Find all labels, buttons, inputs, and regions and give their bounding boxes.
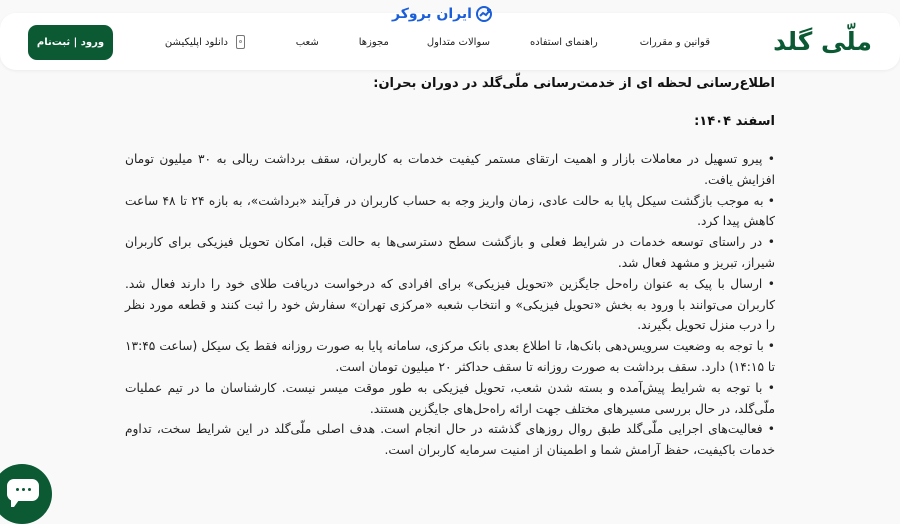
list-item: • در راستای توسعه خدمات در شرایط فعلی و بازگشت سطح دسترسی‌ها به حالت قبل، امکان تحویل فیزیکی برای کاربران شیراز، تبریز و مشهد فعال شد. (125, 235, 775, 270)
main-nav (296, 37, 710, 48)
nav-branches[interactable]: شعب (295, 37, 319, 48)
list-item: • به موجب بازگشت سیکل پایا به حالت عادی، زمان واریز وجه به حساب کاربران در فرآیند «برداشت»، به بازه ۲۴ تا ۴۸ ساعت کاهش پیدا کرد. (125, 193, 775, 229)
announcement-title: اطلاع‌رسانی لحظه ای از خدمت‌رسانی ملّی‌گلد در دوران بحران: (373, 76, 775, 91)
announcement-list (125, 149, 775, 461)
app-download-link[interactable] (165, 35, 245, 49)
phone-icon (236, 35, 245, 49)
nav-faq[interactable]: سوالات متداول (426, 37, 490, 48)
list-item: • با توجه به شرایط پیش‌آمده و بسته شدن شعب، تحویل فیزیکی به طور موقت میسر نیست. کارشناسان ما در تیم عملیات ملّی‌گلد، در حال بررسی مسیرهای مختلف جهت ارائه راه‌حل‌های جایگزین هستند. (125, 380, 775, 416)
announcement-date: اسفند ۱۴۰۴: (694, 114, 775, 129)
logo[interactable]: ملّی گلد (773, 27, 872, 56)
broker-label: ایران بروکر (392, 6, 472, 22)
broker-watermark (392, 6, 492, 22)
list-item: • فعالیت‌های اجرایی ملّی‌گلد طبق روال روزهای گذشته در حال انجام است. هدف اصلی ملّی‌گلد در این شرایط سخت، تداوم خدمات باکیفیت، حفظ آرامش شما و اطمینان از امنیت سرمایه کاربران است. (125, 422, 775, 458)
list-item: • ارسال با پیک به عنوان راه‌حل جایگزین «تحویل فیزیکی» برای افرادی که درخواست دریافت طلای خود را دارند فعال شد. کاربران می‌توانند با ورود به بخش «تحویل فیزیکی» و انتخاب شعبه «مرکزی تهران» سفارش خود را ثبت کنند و قطعه مورد نظر را درب منزل تحویل بگیرند. (125, 276, 775, 333)
chat-bubble-icon (7, 479, 39, 501)
list-item: • پیرو تسهیل در معاملات بازار و اهمیت ارتقای مستمر کیفیت خدمات به کاربران، سقف برداشت ریالی به ۳۰ میلیون تومان افزایش یافت. (125, 152, 775, 187)
announcement (125, 74, 775, 461)
login-register-button[interactable]: ورود | ثبت‌نام (28, 25, 113, 60)
chart-trend-icon (476, 6, 492, 22)
chat-button[interactable] (0, 464, 52, 524)
app-download-label: دانلود اپلیکیشن (164, 36, 228, 48)
nav-rules[interactable]: قوانین و مقررات (639, 37, 710, 48)
nav-guide[interactable]: راهنمای استفاده (530, 37, 598, 48)
list-item: • با توجه به وضعیت سرویس‌دهی بانک‌ها، تا اطلاع بعدی بانک مرکزی، سامانه پایا به صورت روزانه فقط یک سیکل (ساعت ۱۳:۴۵ تا ۱۴:۱۵) دارد. سقف برداشت به صورت روزانه تا سقف حداکثر ۲۰ میلیون تومان است. (125, 339, 775, 374)
nav-licenses[interactable]: مجوزها (358, 37, 389, 48)
